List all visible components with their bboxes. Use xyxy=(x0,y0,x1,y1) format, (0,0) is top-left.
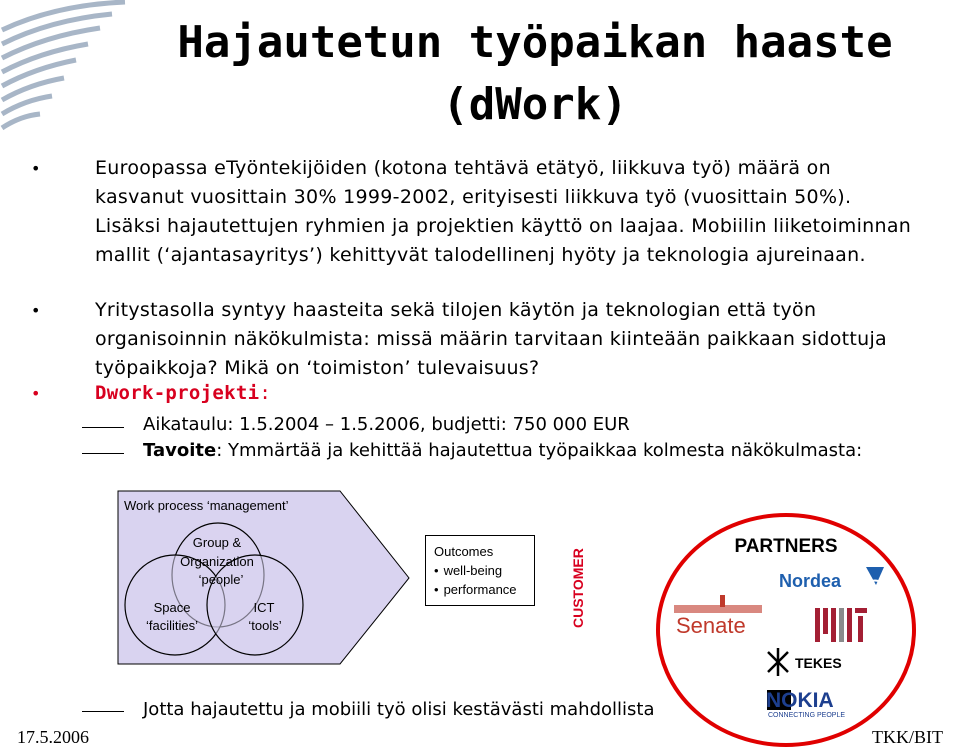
circle-people-label-1: Group & xyxy=(192,535,242,550)
goal-label: Tavoite xyxy=(143,440,217,461)
title-line-1: Hajautetun työpaikan haaste xyxy=(177,17,893,68)
outcomes-box xyxy=(425,535,535,606)
bullet-text: Yritystasolla syntyy haasteita sekä tilojen käytön ja teknologian että työn organisoinnin näkökulmista: missä määrin tarvitaan kiinteään paikkaan sidottuja työpaikkoja? Mikä on ‘toimiston’ tulevaisuus? xyxy=(95,299,888,379)
dwork-label: Dwork-projekti xyxy=(95,382,260,404)
schedule-text: Aikataulu: 1.5.2004 – 1.5.2006, budjetti: 750 000 EUR xyxy=(143,414,630,435)
circle-ict-label-2: ‘tools’ xyxy=(248,618,282,633)
title-line-2: (dWork) xyxy=(442,79,628,130)
dwork-colon: : xyxy=(259,382,272,404)
process-arrow-label: Work process ‘management’ xyxy=(124,498,289,513)
nordea-logo-text: Nordea xyxy=(779,571,842,591)
circle-ict-label-1: ICT xyxy=(253,600,275,615)
bullet-text: Euroopassa eTyöntekijöiden (kotona tehtävä etätyö, liikkuva työ) määrä on kasvanut vuosittain 30% 1999-2002, erityisesti liikkuva työ (vuosittain 50%). Lisäksi hajautettujen ryhmien ja projektien käyttö on laajaa. Mobiilin liiketoiminnan mallit (‘ajantasayritys’) kehittyvät talodellinenj hyöty ja teknologia ajureinaan. xyxy=(95,157,912,266)
outcome-item: • performance xyxy=(434,580,526,599)
svg-text:CONNECTING PEOPLE: CONNECTING PEOPLE xyxy=(768,712,846,719)
bullet-dot-icon: • xyxy=(31,384,41,403)
bullet-dot-icon: • xyxy=(31,301,41,320)
outcome-item: • well-being xyxy=(434,561,526,580)
customer-label xyxy=(556,535,616,630)
circle-people-label-3: ‘people’ xyxy=(198,572,244,587)
circle-people-label-2: Organization xyxy=(180,554,254,569)
goal-text: : Ymmärtää ja kehittää hajautettua työpaikkaa kolmesta näkökulmasta: xyxy=(216,440,863,461)
partners-label: PARTNERS xyxy=(734,536,838,557)
dash-marker xyxy=(82,711,124,712)
svg-text:Senate: Senate xyxy=(676,613,746,638)
outcomes-title: Outcomes xyxy=(434,544,494,559)
mit-logo-text: MIT xyxy=(0,0,2,1)
footer-org: TKK/BIT xyxy=(872,727,943,747)
circle-space-label-2: ‘facilities’ xyxy=(145,618,199,633)
svg-text:CUSTOMER: CUSTOMER xyxy=(570,548,586,628)
svg-text:NOKIA: NOKIA xyxy=(766,689,834,712)
nokia-logo xyxy=(766,689,845,719)
circle-space-label-1: Space xyxy=(153,600,191,615)
bottom-line-text: Jotta hajautettu ja mobiili työ olisi kestävästi mahdollista xyxy=(143,699,655,720)
footer-date: 17.5.2006 xyxy=(17,727,89,747)
bullet-dot-icon: • xyxy=(31,159,41,178)
svg-text:TEKES: TEKES xyxy=(795,655,842,671)
